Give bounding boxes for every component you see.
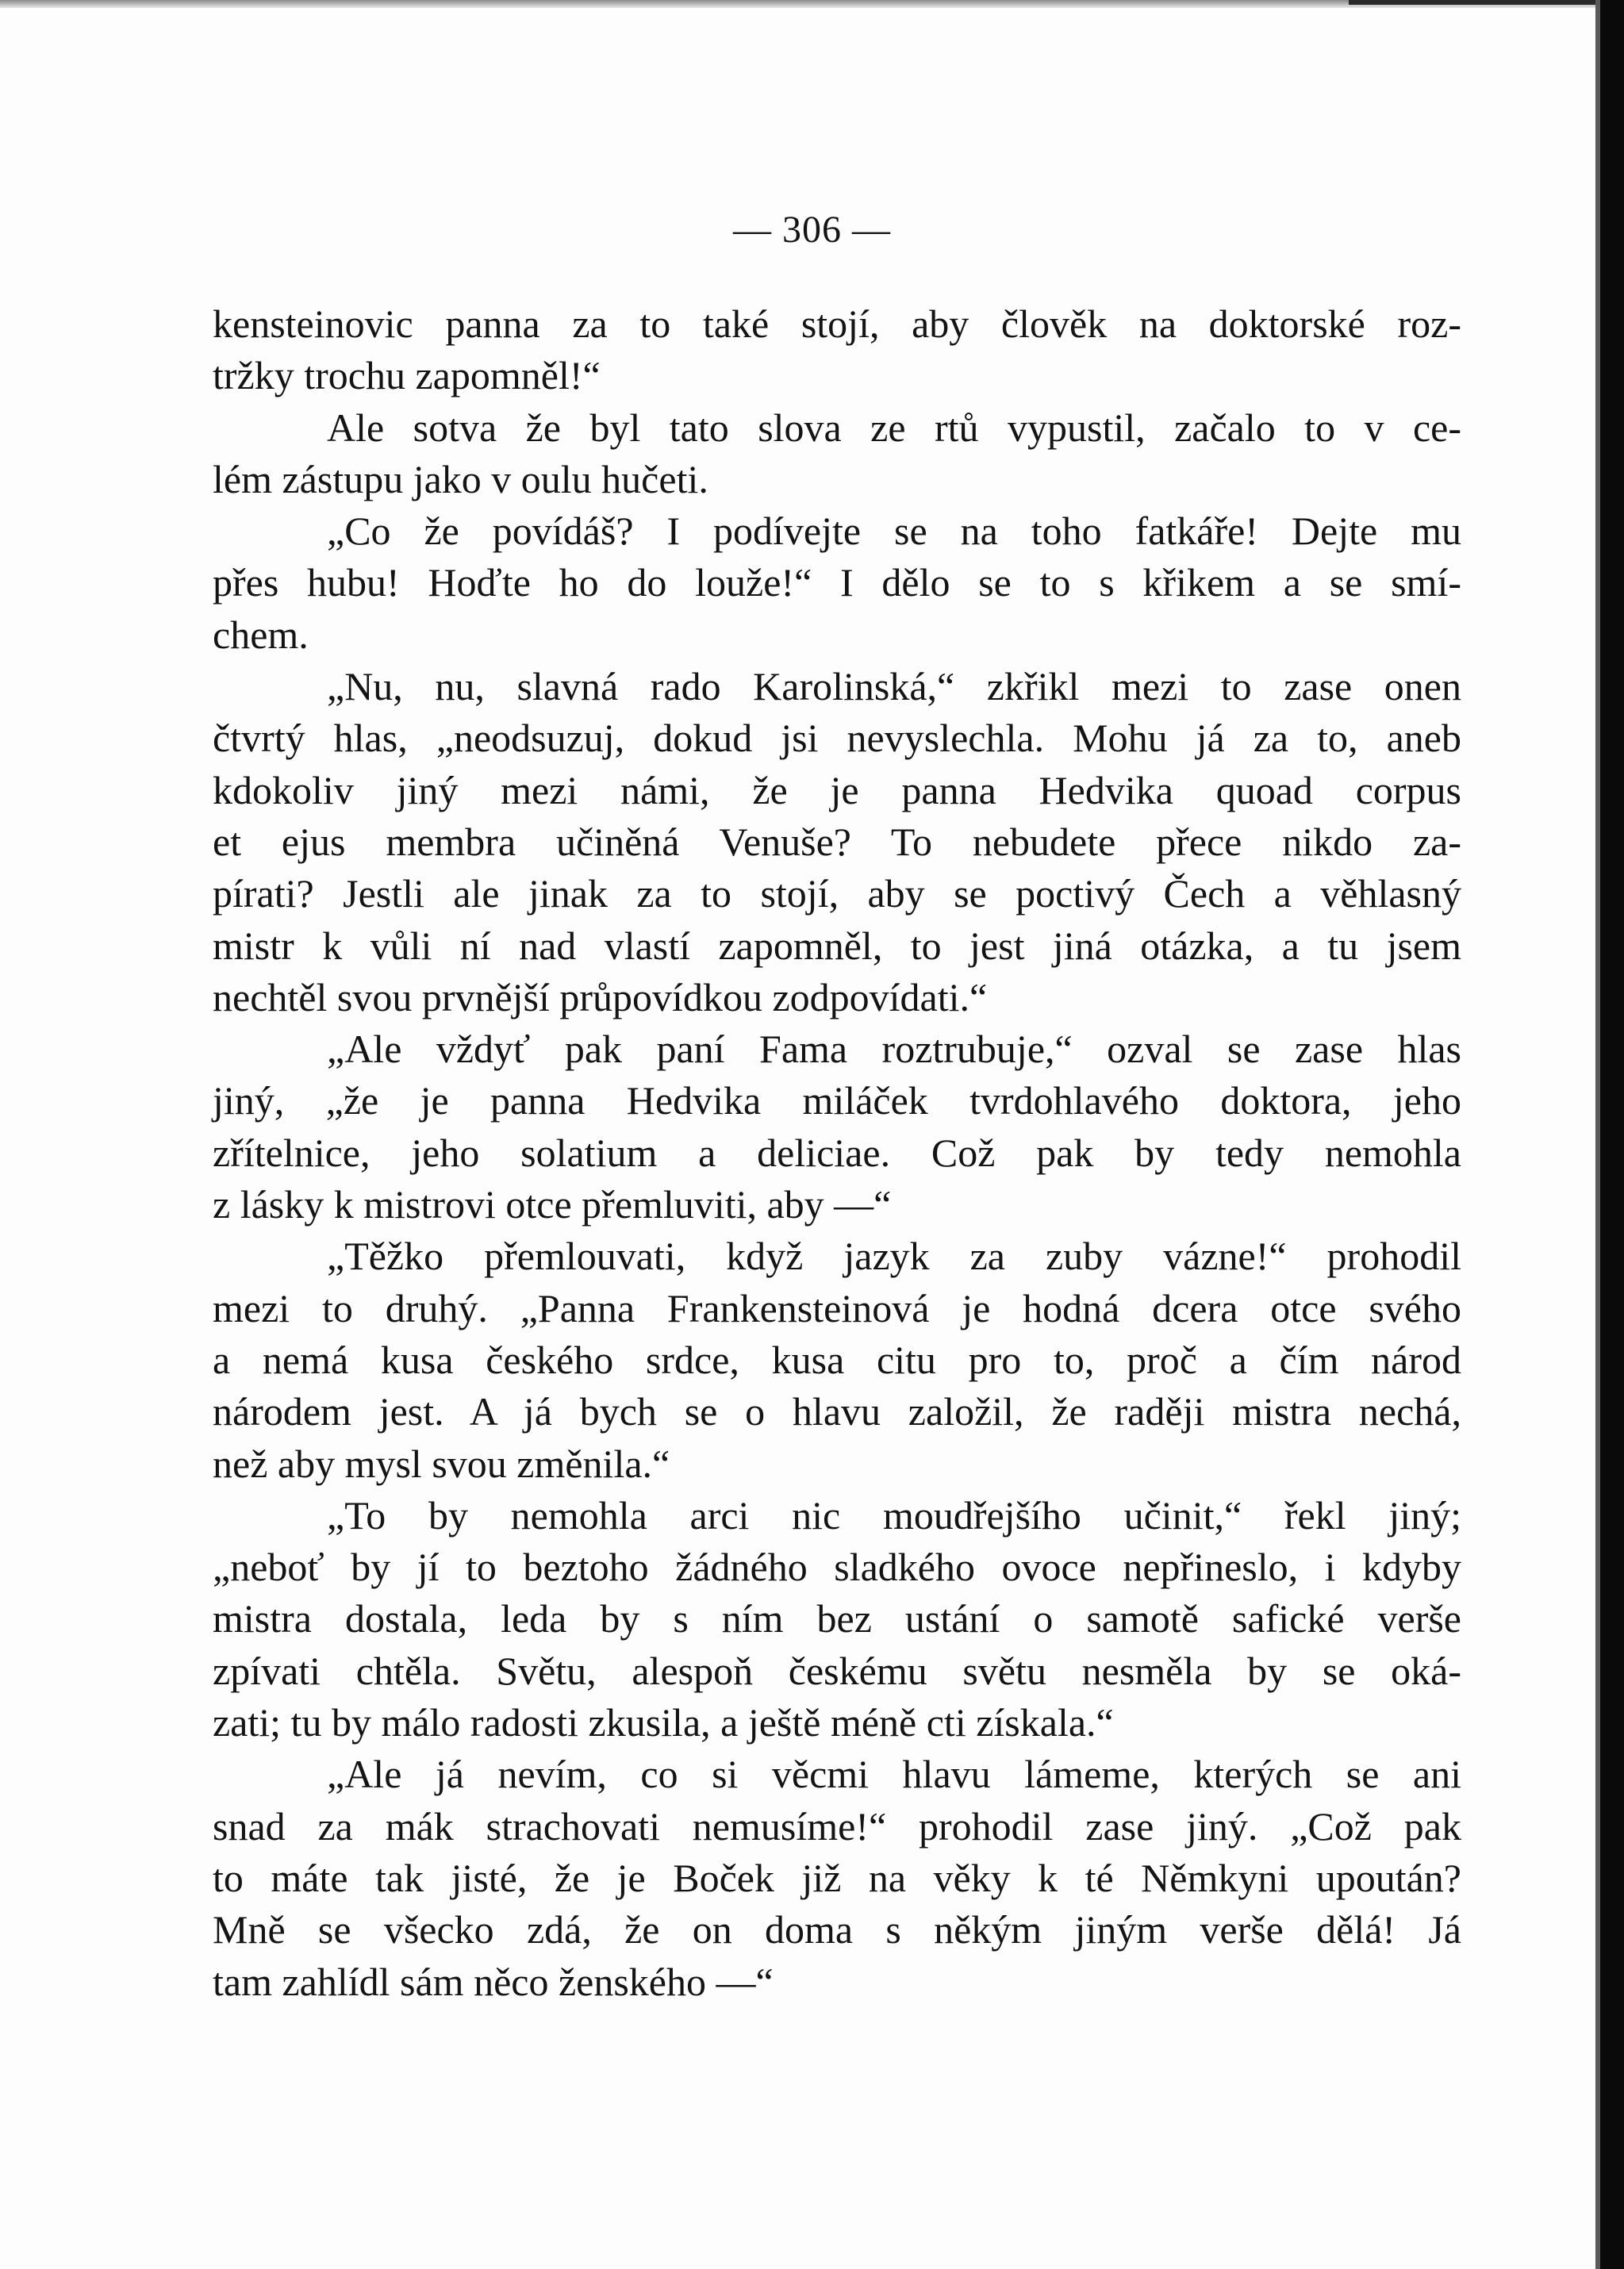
text-line: zpívati chtěla. Světu, alespoň českému světu nesměla by se oká-: [213, 1648, 1461, 1693]
text-line: „To by nemohla arci nic moudřejšího učinit,“ řekl jiný;: [327, 1492, 1461, 1538]
text-line: to máte tak jisté, že je Boček již na věky k té Němkyni upoután?: [213, 1855, 1461, 1900]
text-line: jiný, „že je panna Hedvika miláček tvrdohlavého doktora, jeho: [213, 1078, 1461, 1123]
text-line: zřítelnice, jeho solatium a deliciae. Což pak by tedy nemohla: [213, 1130, 1461, 1175]
text-line: et ejus membra učiněná Venuše? To nebudete přece nikdo za-: [213, 819, 1461, 864]
text-line: „Těžko přemlouvati, když jazyk za zuby vázne!“ prohodil: [327, 1234, 1461, 1279]
scan-right-edge: [1600, 0, 1624, 2269]
text-line: mezi to druhý. „Panna Frankensteinová je hodná dcera otce svého: [213, 1285, 1461, 1330]
text-line: než aby mysl svou změnila.“: [213, 1441, 670, 1486]
text-line: snad za mák strachovati nemusíme!“ prohodil zase jiný. „Což pak: [213, 1803, 1461, 1849]
text-line: „Nu, nu, slavná rado Karolinská,“ zkřikl mezi to zase onen: [327, 664, 1461, 709]
text-line: tržky trochu zapomněl!“: [213, 353, 601, 398]
text-line: přes hubu! Hoďte ho do louže!“ I dělo se to s křikem a se smí-: [213, 560, 1461, 605]
scan-top-shadow: [1349, 0, 1600, 5]
text-line: nechtěl svou prvnější průpovídkou zodpovídati.“: [213, 974, 988, 1019]
page-number: — 306 —: [733, 209, 891, 251]
text-line: mistr k vůli ní nad vlastí zapomněl, to jest jiná otázka, a tu jsem: [213, 923, 1461, 968]
text-line: mistra dostala, leda by s ním bez ustání o samotě safické verše: [213, 1596, 1461, 1641]
text-line: pírati? Jestli ale jinak za to stojí, aby se poctivý Čech a věhlasný: [213, 871, 1461, 916]
text-line: Mně se všecko zdá, že on doma s někým jiným verše dělá! Já: [213, 1907, 1461, 1952]
text-line: tam zahlídl sám něco ženského —“: [213, 1959, 774, 2004]
text-line: „Co že povídáš? I podívejte se na toho fatkáře! Dejte mu: [327, 509, 1461, 554]
text-line: kensteinovic panna za to také stojí, aby člověk na doktorské roz-: [213, 301, 1461, 346]
text-line: a nemá kusa českého srdce, kusa citu pro to, proč a čím národ: [213, 1337, 1461, 1382]
text-line: „Ale vždyť pak paní Fama roztrubuje,“ ozval se zase hlas: [327, 1027, 1461, 1072]
text-line: národem jest. A já bych se o hlavu založil, že raději mistra nechá,: [213, 1389, 1461, 1434]
text-line: lém zástupu jako v oulu hučeti.: [213, 456, 708, 501]
text-line: čtvrtý hlas, „neodsuzuj, dokud jsi nevyslechla. Mohu já za to, aneb: [213, 716, 1461, 761]
text-line: kdokoliv jiný mezi námi, že je panna Hedvika quoad corpus: [213, 767, 1461, 812]
text-line: Ale sotva že byl tato slova ze rtů vypustil, začalo to v ce-: [327, 405, 1461, 450]
text-line: „Ale já nevím, co si věcmi hlavu lámeme, kterých se ani: [327, 1752, 1461, 1797]
text-line: chem.: [213, 612, 309, 657]
text-line: zati; tu by málo radosti zkusila, a ještě méně cti získala.“: [213, 1700, 1114, 1745]
body-text: [213, 298, 1461, 2008]
text-line: „neboť by jí to beztoho žádného sladkého ovoce nepřineslo, i kdyby: [213, 1545, 1461, 1590]
text-line: z lásky k mistrovi otce přemluviti, aby —“: [213, 1182, 892, 1227]
